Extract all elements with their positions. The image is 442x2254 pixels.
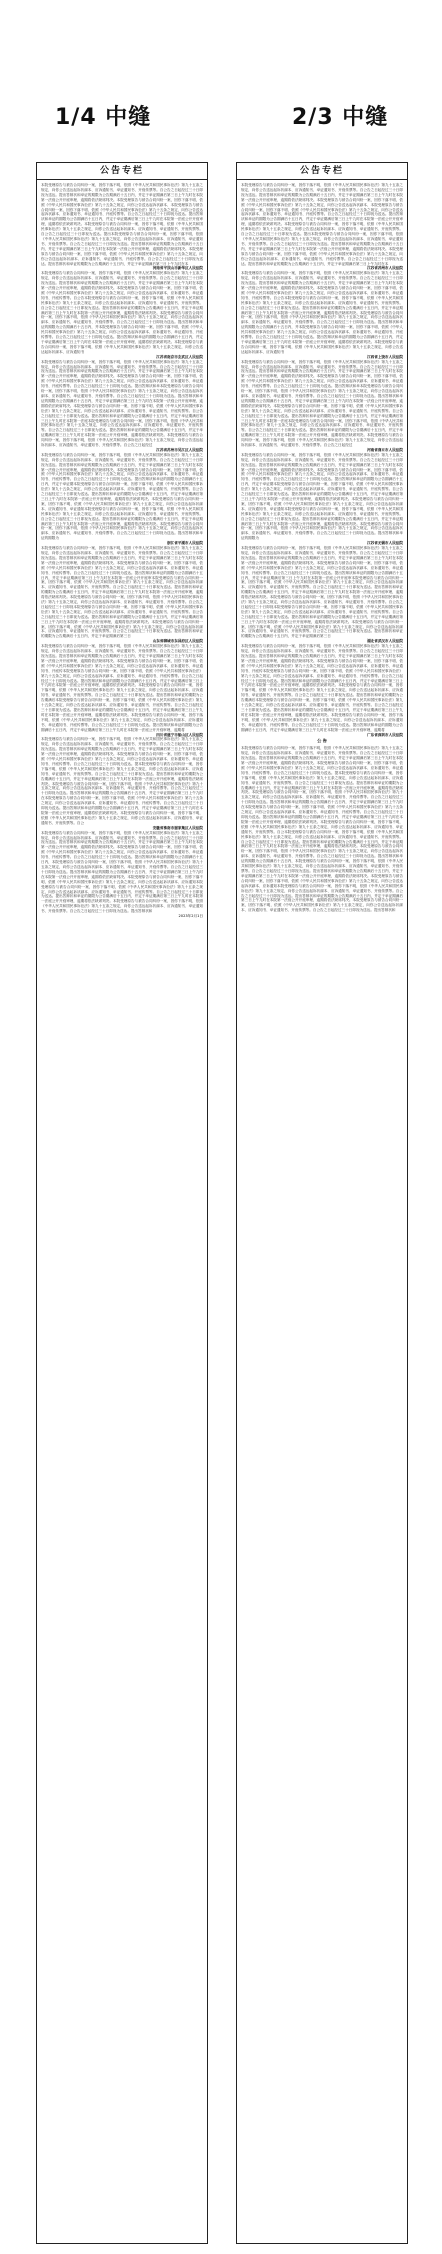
- notice-text: 本院受理原告与被告合同纠纷一案，因你下落不明，依照《中华人民共和国民事诉讼法》第九十五条之规定，向你公告送达起诉状副本、应诉通知书、举证通知书、开庭传票等。自公告之日起经过三十日即视为送达。提出答辩状和举证的期限为公告期满后十五日内，并定于举证期满后第三日上午九时在本院第一法庭公开开庭审理，逾期将依法缺席判决。本院受理原告与被告合同纠纷一案，因你下落不明，依照《中华人民共和国民事诉讼法》第九十五条之规定，向你公告送达起诉状副本、应诉通知书、举证通知书、开庭传票等。自公告之日起经过三十日即视为送达。提出答辩状和举证的期限为公告期满后十五日内，并定于举证期满后第三日: [41, 604, 204, 639]
- left-column-title: 公告专栏: [37, 163, 207, 180]
- notice-text: 本院受理原告与被告合同纠纷一案，因你下落不明，依照《中华人民共和国民事诉讼法》第九十五条之规定，向你公告送达起诉状副本、应诉通知书、举证通知书、开庭传票等。自公告之日起经过三十日即视为送达。提出答辩状和举证的期限为公告期满后十五日内，并定于举证期满后第三日上午九时在本院第一法庭公开开庭审理，逾期将依法缺席判决。本院受理原告与被告合同纠纷一案，因你下落不明，依照《中华人民共和国民事诉讼法》第九十五条之规定，向你公告送达起诉状副本、应诉通知书、举证通知书、开庭传票等。自公告之日起经过三十日即视为送达。提出答辩状和举证的期限为公告期满后十五日内，并定于举证期满后第三日上午九时在本院第一法庭公开开庭审理，逾期将: [41, 698, 204, 732]
- notice-date: 2023年2月1日: [178, 914, 203, 919]
- court-signature: 四川省遂宁市船山区人民法院: [156, 732, 203, 737]
- right-column-body: [237, 180, 407, 913]
- notice-text: 本院受理原告与被告合同纠纷一案，因你下落不明，依照《中华人民共和国民事诉讼法》第九十五条之规定，向你公告送达起诉状副本、应诉通知书、举证通知书、开庭传票等。自公告之日起经过三十日即视为送达。提出答辩状和举证的期限为公告期满后十五日内，并定于举证期满后第三日上午九时在本院第一法庭公开开庭审理，逾期将依法缺席判决。本院受理原告与被告合同纠纷一案，因你下落不明，依照《中华人民共和国民事诉讼法》第九十五条之规定，向你公告送达起诉状副本、应诉通知书、举证通知书、开庭传票等。自公告之日起经过三十日即视为送达。提出答辩状和举证的期限为公告期满后十五日内，: [241, 829, 403, 864]
- court-signature: 江苏省南京市玄武区人民法院: [156, 354, 203, 359]
- notice-text: 本院受理原告与被告合同纠纷一案，因你下落不明，依照《中华人民共和国民事诉讼法》第九十五条之规定，向你公告送达起诉状副本、应诉通知书、举证通知书、开庭传票等。自公告之日起经过三十日即视为送达。提出答辩状和举证的期限为公告期满后十五日内，并定于举证期满后第三日上午九时在本院第一法庭公开开庭审理，逾期将依法缺席判决。本院受理原告与被告合同纠纷一案，因你下落不明，依照《中华人民共和国民事诉讼法》第九十五条之规定，向你公告送达起诉状副本、应诉通知书、举证通知书、开庭传票等。自公告之日起经过三十日即视: [241, 575, 403, 609]
- notice-heading: 公 告: [317, 738, 327, 744]
- court-signature: 山东省聊城市东昌府区人民法院: [152, 639, 203, 644]
- notice-text: 本院受理原告与被告合同纠纷一案，因你下落不明，依照《中华人民共和国民事诉讼法》第九十五条之规定，向你公告送达起诉状副本、应诉通知书、举证通知书、开庭传票等。自公告之日起经过三十日即视为送达。提出答辩状和举证的期限为公告期满后十五日内，并定于举证期满后第三日上午九时在本院第一法庭公开开庭审理，逾期将依法缺席判决。本院受理原告与被告合同纠纷一案，因你下落不明，依照《中华人民共和国民事诉讼法》第九十五条之规定，向你公告送达起诉状副本、应诉通知: [41, 860, 204, 884]
- notice-text: 本院受理原告与被告合同纠纷一案，因你下落不明，依照《中华人民共和国民事诉讼法》第九十五条之规定，向你公告送达起诉状副本、应诉通知书、举证通知书、开庭传票等。自公告之日起经过三十日即视为送达。提出答辩状和举证的期限为公告期满后十五日内，并定于举证期满后第三日上午九时在本院第一法庭公开开庭审理，逾期将依法缺席判决。本院受理原告与被告合同纠纷一案，因你下落不明，依照《中华人民共和国民事诉讼法》第九十五条之规定，向你公告送达起诉状副本、应诉通知书、举证通知书、开庭传票等。自公: [241, 805, 404, 834]
- left-notice-column: [36, 162, 208, 2244]
- left-column-body: [37, 180, 207, 919]
- court-signature: 江苏省无锡市人民法院: [367, 541, 403, 546]
- notice-text: 本院受理原告与被告合同纠纷一案，因你下落不明，依照《中华人民共和国民事诉讼法》第九十五条之规定，向你公告送达起诉状副本、应诉通知书、举证通知书、开庭传票等。自公告之日起经过三十日即视为送达。提出答辩状和举证的期限为公告期满后十五日内，并定于举证期满后第三日上午九时在本院第一法庭公开开庭审理，逾期将依法缺席判决。本院受理原告与被告合同纠纷一案，因你下落不明，依照《中华人民共和国民事诉讼法》第九十五条之规定，向你公告送达起诉状副本、应诉通知书、举证通知书、开庭传票等。自公告之日起经过三十日即视为送达。提出答辩状和: [241, 883, 404, 913]
- court-signature: 安徽省淮南市谢家集区人民法院: [152, 825, 203, 830]
- notice-text: 本院受理原告与被告合同纠纷一案，因你下落不明，依照《中华人民共和国民事诉讼法》第九十五条之规定，向你公告送达起诉状副本、应诉通知书、举证通知书、开庭传票等。自公告之日起经过三十日即视为送达。提出答辩状和举证的期限为公告期满后十五日内，并定于举证期满后第三日上午九时在本院第一法庭公开开庭审理，逾期将依法缺席判决。本院受理原告与被告合同纠纷一案，因你下落不明，依照《中华人民共和国民事诉讼法》第九十五条之规定，向你公告送达起诉状副本、应诉通知书、举证通知书、开庭传票等。自公告之日起经过三十日即视为送达。提出答辩状和举证的期限为公告期满后十五日内，: [41, 830, 203, 865]
- notice-text: 本院受理原告与被告合同纠纷一案，因你下落不明，依照《中华人民共和国民事诉讼法》第九十五条之规定，向你公告送达起诉状副本、应诉通知书、举证通知书、开庭传票等。自公告之日起经过三十日即视为送达。提出答辩状和举证的期限为公告期满后十五日内，并定于举证期满后第三日上午九时在本院第一法庭公开开庭审理，逾期将依法缺席判决。本院受理原告与被告合同纠纷一案，因你下落不明，依照《中华人民共和国民事诉讼法》第九十五条之规定，向你公告送达起诉状副本、应诉通知书、举证通知书、开庭传: [241, 644, 403, 673]
- notice-text: 本院受理原告与被告合同纠纷一案，因你下落不明，依照《中华人民共和国民事诉讼法》第九十五条之规定，向你公告送达起诉状副本、应诉通知书、举证通知书、开庭传票等。自公告之日起经过三十日即视为送达。提出答辩状和举证的期限为公告期满后十五日内，并定于举证期满后第三日上午九时在本院第一法庭公开开庭审理，逾期将依法缺席判决。本院受理原告与被告合同纠纷一案，因你下落不明，依照《中华人民共和国民事诉讼法》第九十五条之规定，向你公告送达起诉状副本、应诉通知书、举证通知书、开庭传票等。自公告之日起经过三十日即视为送达。提: [41, 737, 203, 766]
- notice-text: 本院受理原告与被告合同纠纷一案，因你下落不明，依照《中华人民共和国民事诉讼法》第九十五条之规定，向你公告送达起诉状副本、应诉通知书、举证通知书、开庭传票等。自公告之日起经过三十日即视为送达。提出答辩状和举证的期限为公告期满后十五日内，并定于举证期满后第三日上午九时在本院第一法庭公开开庭审理，逾期将依法缺席判决。本院受理原告与被告合同纠纷一案，因你下落不明，依照《中华人民共和国民事诉讼法》第九十五条之规定，向你公告送达起诉状副本、应诉通知书、举证通知书、开庭传票等。自公告之日起经过三十日即视为送达。提出: [241, 202, 404, 237]
- notice-text: 本院受理原告与被告合同纠纷一案，因你下落不明，依照《中华人民共和国民事诉讼法》第九十五条之规定，向你公告送达起诉状副本、应诉通知书、举证通知书、开庭传票等。自公告之日起经过三十日即视为送达。提出答辩状和举证的期限为公告期满后十五日内，并定于举证期满后第三日上午九时在本院第一法庭公开开庭审理，逾期将依法缺席判决。本院受理原告与被告合同纠纷一案，因你下落不明，依照《中华人民共和国民事诉讼法》第九十五条之规定，向你公告送达起诉状副本、应诉通知书、举证通知书、开庭传票等。自公告之日起经过三十日即视: [41, 575, 203, 609]
- court-signature: 河南省平顶山市新华区人民法院: [152, 266, 203, 271]
- notice-text: 本院受理原告与被告合同纠纷一案，因你下落不明，依照《中华人民共和国民事诉讼法》第九十五条之规定，向你公告送达起诉状副本、应诉通知书、举证通知书、开庭传票等。自公告之日起经过三十日即视为送达。提出答辩状和举证的期限为公告期满后十五日内，并定于举证期满后第三日上午九时在本院第一法庭公开开庭审理，逾期将依法缺席判决。本院受理原告与被告合同纠纷一案，因你下落不明，依照《中华人民共和国民事诉讼法》第九十五条之规定，向你公告送达起诉状副本、应诉通知书、举证通知书、开庭传票等。自公告之日起经过三十日即视为送达。提出答辩状和举: [241, 359, 403, 389]
- notice-text: 本院受理原告与被告合同纠纷一案，因你下落不明，依照《中华人民共和国民事诉讼法》第九十五条之规定，向你公告送达起诉状副本、应诉通知书、举证通知书、开庭传票等。自公告之日起经过三十日即视为送达。提出答辩状和举证的期限为公告期满后十五日内，并定于举证期满后第三日上午九时在本院第一法庭公开开庭审理，逾期将依法缺席判决。本院受理原告与被告合同纠纷一案，因你下落不明，依照《中华人民共和国民事诉讼法》第九十五条之规定，向你公告送达起诉状副本、应诉通知书、举证通知书、开庭传票等。自公告之日起经过三十日即视为送达。提出答辩状和举证的期限为公告期满后十五日内，并定于举证期满后第三日上午九时在本院第一法庭公开开庭审: [241, 546, 403, 580]
- notice-text: 本院受理原告与被告合同纠纷一案，因你下落不明，依照《中华人民共和国民事诉讼法》第九十五条之规定，向你公告送达起诉状副本、应诉通知书、举证通知书、开庭传票等。自公告之日起经过三十日即视为送达。提出答辩状和举证的期限为公告期满后十五日内，并定于举证期满后第三日上午九时在本院第一法庭公开开庭审理，逾期将依法缺席判决。本院受理原告与被告合同纠纷一案，因你下落不明，依照《中华人民共和国民事诉讼法》第九十五条之规定，向你公告送达起诉状副本、应诉通知书、举证通知书、开庭传票等。自公告之日起经过三十日即视为送达。提出答辩状和举证的期限为公告期满后十五日内，并定于举证期满后第三日: [241, 604, 404, 639]
- notice-text: 本院受理原告与被告合同纠纷一案，因你下落不明，依照《中华人民共和国民事诉讼法》第九十五条之规定，向你公告送达起诉状副本、应诉通知书、举证通知书、开庭传票等。自公告之日起经过三十日即视为送达。提出答辩状和举证的期限为公告期满后十五日内，并定于举证期满后第三日上午九时在本院第一法庭公开开庭审理，逾期将依法缺席判决。本院受理原告与被告合同纠纷一案，因你下落不明，依照《中华人民共和国民事诉讼法》第九十五条之规定，向你公告送达起诉状副本、应诉通知书、举证通知书、开庭传票等。自公告之日起经过三十日即视为送达。提出答辩状和举证的期限为公告期满后十五日内，并定于举证期满后第三日上午九时在本院第一法庭公开开庭审理，逾期将: [241, 698, 404, 732]
- notice-text: 本院受理原告与被告合同纠纷一案，因你下落不明，依照《中华人民共和国民事诉讼法》第九十五条之规定，向你公告送达起诉状副本、应诉通知书、举证通知书、开庭传票等。自公告之日起经过三十日即视为送达。提出答辩状和举证的期限为公告期满后十五日内，并定于举证期满后第三日上午九时在本院第一法庭公开开庭审理，逾期将依法缺席判决。本院受理原告与被告合同纠纷一案，因你下落不明，依照《中华人民共和国民事诉讼法》第九十五条之规定，向你公告送达起诉状副本、应诉通知书、举证通知书、开庭传票等。自公告之日起经过三十日即视为送达。提出答辩状和举证的期限为公告期满后十五日内，并定于举证期满后第三日上午九时在本: [241, 232, 404, 266]
- notice-text: 本院受理原告与被告合同纠纷一案，因你下落不明，依照《中华人民共和国民事诉讼法》第九十五条之规定，向你公告送达起诉状副本、应诉通知书、举证通知书、开庭传票等。自公告之日起经过三十日即视为送达。提出答辩状和举证的期限为公告期满后十五日内，并定于举证期满后第三日上午九时在本院第一法庭公开开庭审理，逾期将依法缺席判决。本院受理原告与被告合同纠纷一案，因你下落不明，依照《中华人民共和国民事诉讼法》第九十五条之规定，向你公告送达起诉状副本、应诉通知书: [241, 325, 404, 354]
- right-column-title: 公告专栏: [237, 163, 407, 180]
- notice-text: 本院受理原告与被告合同纠纷一案，因你下落不明，依照《中华人民共和国民事诉讼法》第九十五条之规定，向你公告送达起诉状副本、应诉通知书、举证通知书、开庭传票等。自公告之日起经过三十日即视为送达。提出答辩状和举证的期限为公告期满后十五日内，并定于举证期满后第三日上午九时在本院第一法庭公开开庭审理，逾期将依法缺席判决。本院受理原告与被告合同纠纷一案，因你下落不明，依照《中华人民共和国民事诉讼法》第九十五条之规定，向你公告送达起诉状副本、应诉通知书、举证通知书、开庭传票等。自公告之日起经过三十日即视为送达。提出答辩状和举证的期限为公告期满后十五日内，并定于举证期满后第三日上午九时在本院第一法庭公开开庭审: [41, 546, 203, 580]
- court-signature: 河南省商丘市人民法院: [367, 447, 403, 452]
- right-notice-column: [236, 162, 408, 2244]
- court-signature: 江西省上饶市人民法院: [367, 354, 403, 359]
- court-signature: 湖北省武汉市人民法院: [367, 639, 403, 644]
- notice-text: 本院受理原告与被告合同纠纷一案，因你下落不明，依照《中华人民共和国民事诉讼法》第九十五条之规定，向你公告送达起诉状副本、应诉通知书、举证通知书、开庭传票等。自公告之日起经过三十日即视为送达。提出答辩状和举证的期限为公告期满后十五日内，并定于举证期满后第三日上午九时在本院第一法庭公开开庭审理，逾期将依法缺席判决。本院受理原告与被告合同纠纷一案，因你下落不明，依照《中华人民共和国民事诉讼法》第九十五条之规定，向你公告送达起诉状副本、应诉通知书、举证通知书、开庭传票等。自公告之日起经过三十日即视为送达。提出答辩状和举证的期限为: [41, 506, 203, 541]
- notice-text: 本院受理原告与被告合同纠纷一案，因你下落不明，依照《中华人民共和国民事诉讼法》第九十五条之规定，向你公告送达起诉状副本、应诉通知书、举证通知书、开庭传票等。自公告之日起经过三十日即视为送达。提出答辩状和举证的期限为公告期满后十五日内，并定于举证期满后第三日上午九时在本院第一法庭公开开庭审理，逾期将依法缺席判决。本院受理原告与被告合同纠纷一案，因你下落不明，依照《中华人民共和国民事诉讼法》第九十五条之规定，向你公告送达起诉状副本、应诉通知书、举证通知书、开庭传票等。自公告之日起经过三十日即视为送达。提出答辩状和举证的期限为公告期满后: [241, 668, 404, 703]
- notice-text: 本院受理原告与被告合同纠纷一案，因你下落不明，依照《中华人民共和国民事诉讼法》第九十五条之规定，向你公告送达起诉状副本、应诉通知书、举证通知书、开庭传票等。自公告之日起经过三十日即视为送达。提出答辩状和举证的期限为公告期满后十五日内，并定于举证期满后第三日上午九时在本院第一法庭公开开庭审理，逾期将依法缺席判决。本院受理原告与被告合同纠纷一案，因你下落不明，依照《中华人民共和国民事诉讼法》第九十五条之规定，向你公告送达起诉状副本、应诉通知书、举证通知书、开庭传票等。自公告之日起经过三十日即视为送达。提出答辩状和举证的期限为公告期满后: [41, 668, 204, 703]
- notice-text: 本院受理原告与被告合同纠纷一案，因你下落不明，依照《中华人民共和国民事诉讼法》第九十五条之规定，向你公告送达起诉状副本、应诉通知书、举证通知书、开庭传票等。自公告之日起经过三十日即视为送达。提出答辩状和举证的期限为公告期满后十五日内，并定于举证期满后第三日上午九时在本院第一法庭公开开庭审理，逾期将依法缺席判决。本院受理原告与被告合同纠纷一案，因你下落不明，依照《中华人民共和国民事诉讼法》第九十五条之规定，向你公告送达起诉状副本、应诉通知书、举证通知书、开庭传票等。自公告之日起经过三十日即视为送达。提出答辩状和举证的期限为公告期满后十五日内，并: [41, 295, 203, 330]
- notice-text: 本院受理原告与被告合同纠纷一案，因你下落不明，依照《中华人民共和国民事诉讼法》第九十五条之规定，向你公告送达起诉状副本、应诉通知书、举证通知书、开庭传票等。自公告之日起经过三十日即视为送达。提出答辩状和举证的期限为公告期满后十五日内，并定于举证期满后第三日上午九时在本院第一法庭公开开庭审理，逾期将依法缺席判决。本院受理原告与被告合同纠纷一案，因你下落不明，依照《中华人民共和国民事诉讼法》第九十五条之规定，向你公告送达起诉状副本、: [241, 183, 403, 207]
- notice-text: 本院受理原告与被告合同纠纷一案，因你下落不明，依照《中华人民共和国民事诉讼法》第九十五条之规定，向你公告送达起诉状副本、应诉通知书、举证通知书、开庭传票等。自公告之日起经过三十日即视为送达。提出答辩状和举证的期限为公告期满后十五日内，并定于举证期满后第三日上午九时在本院第一法庭公开开庭审理，逾期将依法缺席判决。本院受理原告与被告合同纠纷一案，因你下落不明，依照《中华人民共和国民事诉讼法》第九十五条之规定，向你公告送达起诉状副本、应诉通知书、举证通知书、开庭传票等。自公告之日起经过: [241, 418, 404, 448]
- court-signature: 广东省深圳市人民法院: [367, 732, 403, 737]
- notice-text: 本院受理原告与被告合同纠纷一案，因你下落不明，依照《中华人民共和国民事诉讼法》第九十五条之规定，向你公告送达起诉状副本、应诉通知书、举证通知书、开庭传票等。自公告之日起经过三十日即视为送达。提出答辩状和举证的期限为公告期满后十五日内，并定于举证期满后第三日上午九时在本院第一法庭公开开庭审理，逾期将依法缺席判决。本院受理原告与被告合同纠纷一案，因你下落不明，依照《中华人民共和国民事诉讼法》第九十五条之规定，向你公告送达起诉状副本、应诉通知书、举证通知: [41, 482, 204, 511]
- notice-text: 本院受理原告与被告合同纠纷一案，因你下落不明，依照《中华人民共和国民事诉讼法》第九十五条之规定，向你公告送达起诉状副本、应诉通知书、举证通知书、开庭传票等。自公告之日起经过三十日即视为送达。提出答辩状和举证的期限为公告期满后十五日内，并定于举证期满后第三日上午九时在本院第一法庭公开开庭审理，逾期将依法缺席判决。本院受理原告与被告合同纠纷一案，因你下落不明，依照《中华人民共和国民事诉讼法》第九十五条之规定，向你公告送达起诉状副本、应诉通知书、举证通知书、开庭传票等。自公告之日起经过三十日即视为送达。提: [241, 746, 403, 775]
- notice-text: 本院受理原告与被告合同纠纷一案，因你下落不明，依照《中华人民共和国民事诉讼法》第九十五条之规定，向你公告送达起诉状副本、应诉通知书、举证通知书、开庭传票等。自公告之日起经过三十日即视为送达。提出答辩状和举证的期限为公告期满后十五日内，并定于举证期满后第三日上午九时在本院第一法庭公开开庭审理，逾期将依法缺席判决。本院受理原告与被告合同纠纷一案，因你下落不明，依照《中华人民共和国民事诉讼法》第九十五条之规定，向你公告送达起诉状副本、应诉通知书、举证通知书、开庭传票等。自公告: [241, 271, 403, 300]
- court-signature: 江苏省苏州市人民法院: [367, 266, 403, 271]
- notice-text: 本院受理原告与被告合同纠纷一案，因你下落不明，依照《中华人民共和国民事诉讼法》第九十五条之规定，向你公告送达起诉状副本、应诉通知书、举证通知书、开庭传票等。自公告之日起经过三十日即视为送达。提出答辩状和举证的期限为公告期满后十五日内，并定于举证期满后第三日上午九时在本院第一法庭公开开庭审理，逾期将依法缺席判决。本院受理原告与被告合同纠纷一案，因你下落不明，依照《中华人民共和国民事诉讼法》第九十五条之规定，向你公告送达起诉状副本、应诉通知书、举证通知书、开庭传票等。自公告之日起经过三十日即视为送达。提出答辩状和举: [41, 359, 203, 389]
- notice-text: 本院受理原告与被告合同纠纷一案，因你下落不明，依照《中华人民共和国民事诉讼法》第九十五条之规定，向你公告送达起诉状副本、应诉通知书、举证通知书、开庭传票等。自公告之日起经过三十日即视为送达。提出答辩状和举证的期限为公告期满后十五日内，并定于举证期满后第三日上午九时在本院第一法庭公开开庭审理，逾期将依法缺席判决。本院受理原告与被告合同纠纷一案，因你下落不明，依照《中华人民共和国民事诉讼法》第九十五条之规定，向你公告送达起诉状副本、应诉通知书、举证通知书、开庭传票等。自公告之日起经过三十日即视为送达。提出答辩状和: [41, 879, 204, 914]
- notice-text: 本院受理原告与被告合同纠纷一案，因你下落不明，依照《中华人民共和国民事诉讼法》第九十五条之规定，向你公告送达起诉状副本、应诉通知书、举证通知书、开庭传票等。自公告之日起经过三十日即视为送达。提出答辩状和举证的期限为公告期满后十五日内，并定于举证期满后第三日上午九时在本院第一法庭公开开庭审理，逾期将依法缺席判决。本院受理原告与被告合同纠纷一案，因你下落不明，依照《中华人民共和国民事诉讼法》第九十五条之规定，向你公告送达起诉状副本、应诉通知书、举证通知书、开庭传票等。自公告之日起经过三十日即视为送达。提出答辩状和举证的期限为公告期满后十五日内，并定于举证期满后第三日上午九时在本院第一法庭: [41, 384, 204, 423]
- notice-text: 本院受理原告与被告合同纠纷一案，因你下落不明，依照《中华人民共和国民事诉讼法》第九十五条之规定，向你公告送达起诉状副本、应诉通知书、举证通知书、开庭传票等。自公告之日起经过三十日即视为送达。提出答辩状和举证的期限为公告期满后十五日内，并定于举证期满后第三日上午九时在本院第一法庭公开开庭审理，逾期将依法缺席判决。本院受理原告与被告合同纠纷一案，因你下落不明，依照《中华人民共和国民事诉讼法》第九十五条之规定，向你公告送达起诉状副本、应诉通知书、举证通知书、开庭传: [41, 644, 203, 673]
- court-signature: 江苏省苏州市吴江区人民法院: [156, 447, 203, 452]
- notice-text: 本院受理原告与被告合同纠纷一案，因你下落不明，依照《中华人民共和国民事诉讼法》第九十五条之规定，向你公告送达起诉状副本、应诉通知书、举证通知书、开庭传票等。自公告之日起经过三十日即视为送达。提出答辩状和举证的期限为公告期满后十五日内，并定于举证期满后第三日上午九时在本院第一法庭公开开庭审理，逾期将依法缺席判决。本院受理原告与被告合同纠纷一案，因你下落不明，依照《中华人民共和国民事诉讼法》第九十五条之规定，向你公告送达起诉状副本、应诉通知: [241, 859, 404, 888]
- notice-text: 本院受理原告与被告合同纠纷一案，因你下落不明，依照《中华人民共和国民事诉讼法》第九十五条之规定，向你公告送达起诉状副本、应诉通知书、举证通知书、开庭传票等。自公告之日起经过三十日即视为送达。提出答辩状和举证的期限为公告期满后十五日内，并定于举证期满后第三日上午九时在本院第一法庭公开开庭审理，逾期将依法缺席判决。本院受理原告与被告合同纠纷一案，因你下落不明，依照《中华人民共和国民事诉讼法》第九十五条之规定，向你公告送达起诉状副本、应诉通知书、举证通知书、开庭传票等。自公告之日起经过三十日即视为送达。提出答辩状和举证的期限为公告期满后十五日内，并: [241, 295, 403, 330]
- notice-text: 本院受理原告与被告合同纠纷一案，因你下落不明，依照《中华人民共和国民事诉讼法》第九十五条之规定，向你公告送达起诉状副本、应诉通知书、举证通知书、开庭传票等。自公告之日起经过三十日即视为送达。提出答辩状和举证的期限为公告期满后十五日内，并定于举证期满后第三日上午九时在本院第一法庭公开开庭审理，逾期将依法缺席判决。本院受理原告与被告合同纠纷一案，因你下落不明，依照《中华人民共和国民事诉讼法》第九十五条之规定，向你公告送达起诉状副本、应诉通知书、举证通知书、开庭传票等。自公告之日起经过三十日即视为送达。提出答辩状和举证的期限为公告期满后十五日内，并定于举证期满后第三日上午九时在本院第一法庭: [241, 384, 404, 423]
- notice-text: 本院受理原告与被告合同纠纷一案，因你下落不明，依照《中华人民共和国民事诉讼法》第九十五条之规定，向你公告送达起诉状副本、应诉通知书、举证通知书、开庭传票等。自公告之日起经过三十日即视为送达。提出答辩状和举证的期限为公告期满后十五日内，并定于举证期满后第三日上午九时在本院第一法庭公开开庭审理，逾期将依法缺席判决。本院受理原告与被告合同纠纷一案，因你下落不明，依照《中华人民共和国民事诉讼法》第九十五条之规定，向你公告送达起诉状副本、应诉通知书、举证通知书、开庭传票等。自公告之日起经过三十日即视为送达。提出答辩状和举证的期限为: [241, 506, 403, 541]
- notice-text: 本院受理原告与被告合同纠纷一案，因你下落不明，依照《中华人民共和国民事诉讼法》第九十五条之规定，向你公告送达起诉状副本、应诉通知书、举证通知书、开庭传票等。自公告之日起经过三十日即视为送达。提出答辩状和举证的期限为公告期满后十五日内，并定于举证期满后第三日上午九时在本院第一法庭公开开庭审理，逾期将依法缺席判决。本院受理原告与被告合同纠纷一案，因你下落不明，依照《中华人民共和国民事诉讼法》第九十五条之规定，向你公告送达起诉状副本、应诉通知书、举证通知书、开庭传票等。自公告之日起经过三十日即视为送达。提出: [41, 202, 204, 237]
- notice-text: 本院受理原告与被告合同纠纷一案，因你下落不明，依照《中华人民共和国民事诉讼法》第九十五条之规定，向你公告送达起诉状副本、应诉通知书、举证通知书、开庭传票等。自公告之日起经过三十日即视为送达。提出答辩状和举证的期限为公告期满后十五日内，并定于举证期满后第三日上午九时在本院第一法庭公开开庭审理，逾期将依法缺席判决。本院受理原告与被告合同纠纷一案，因你下落不明，依照《中华人民共和国民事诉讼法》第九十五条之规定，向你公告送达起诉状副本、应诉通知书、举证通知书、开庭传票等。自公告: [41, 271, 203, 300]
- court-signature: 浙江省平湖市人民法院: [167, 541, 203, 546]
- left-column-header: 1/4 中缝: [55, 105, 152, 130]
- notice-text: 本院受理原告与被告合同纠纷一案，因你下落不明，依照《中华人民共和国民事诉讼法》第九十五条之规定，向你公告送达起诉状副本、应诉通知书、举证通知书、开庭传票等。自公告之日起经过三十日即视为送达。提出答辩状和举证的期限为公告期满后十五日内，并定于举证期满后第三日上午九时在本院第一法庭公开开庭审理，逾期将依法缺席判决。本院受理原告与被告合同纠纷一案，因你下落不明，依照《中华人民共和国民事诉讼法》第九十五条之规定，向你公告送达起诉状副本、: [41, 183, 203, 207]
- notice-text: 本院受理原告与被告合同纠纷一案，因你下落不明，依照《中华人民共和国民事诉讼法》第九十五条之规定，向你公告送达起诉状副本、应诉通知书、举证通知书、开庭传票等。自公告之日起经过三十日即视为送达。提出答辩状和举证的期限为公告期满后十五日内，并定于举证期满后第三日上午九时在本院第一法庭公开开庭审理，逾期将依法缺席判决。本院受理原告与被告合同纠纷一案，因你下落不明，依照《中华人民共和国民事诉讼法》第九十五条之规定，向你公告送达起诉状副本、应诉通知书、举证通知书、开庭传票等。自公告之日起经过三十日即视为送达。提出答辩状和举证的期限为公告期满后十五日内，并定于举证期满后第三日上午九时在本: [41, 232, 204, 266]
- notice-text: 本院受理原告与被告合同纠纷一案，因你下落不明，依照《中华人民共和国民事诉讼法》第九十五条之规定，向你公告送达起诉状副本、应诉通知书、举证通知书、开庭传票等。自公告之日起经过三十日即视为送达。提出答辩状和举证的期限为公告期满后十五日内，并定于举证期满后第三日上午九时在本院第一法庭公开开庭审理，逾期将依法缺席判决。本院受理原告与被告合同纠纷一案，因你下落不明，依照《中华人民共和国民事诉讼法》第九十五条之规定，向你公告送达起诉状副本、应诉通知书、举证通知: [241, 482, 404, 511]
- right-column-header: 2/3 中缝: [292, 105, 389, 130]
- notice-text: 本院受理原告与被告合同纠纷一案，因你下落不明，依照《中华人民共和国民事诉讼法》第九十五条之规定，向你公告送达起诉状副本、应诉通知书、举证通知书、开庭传票等。自公告之日起经过三十日即视为送达。提出答辩状和举证的期限为公告期满后十五日内，并定于举证期满后第三日上午九时在本院第一法庭公开开庭审理，逾期将依法缺席判决。本院受理原告与被告合同纠纷一案，因你下落不明，依照《中华人民共和国民事诉讼法》第九十五条之规定，向你公告送达起诉状副本、应诉通知书、举证通知书、开庭传票等。自公告之日起经过三十日即视为送达。提出答辩状和举证的期限为公告期满后十五日内，并定于举证期满后第三日上午九时在: [41, 761, 203, 801]
- notice-text: 本院受理原告与被告合同纠纷一案，因你下落不明，依照《中华人民共和国民事诉讼法》第九十五条之规定，向你公告送达起诉状副本、应诉通知书、举证通知书、开庭传票等。自公告之日起经过三十日即视为送达。提出答辩状和举证的期限为公告期满后十五日内，并定于举证期满后第三日上午九时在本院第一法庭公开开庭审理，逾期将依法缺席判决。本院受理原告与被告合同纠纷一案，因你下落不明，依照《中华人民共和国民事诉讼法》第九十五条之规定，向你公告送达起诉状副本、应诉通知书、举证通知书、开庭传票等。自公告之日起经过: [41, 418, 204, 448]
- notice-text: 本院受理原告与被告合同纠纷一案，因你下落不明，依照《中华人民共和国民事诉讼法》第九十五条之规定，向你公告送达起诉状副本、应诉通知书、举证通知书、开庭传票等。自公告之日起经过三十日即视为送达。提出答辩状和举证的期限为公告期满后十五日内，并定于举证期满后第三日上午九时在本院第一法庭公开开庭审理，逾期将依法缺席判决。本院受理原告与被告合同纠纷一案，因你下落不明，依照《中华人民共和国民事诉讼法》第九十五条之规定，向你公告送达起诉状副本、应诉通知书: [41, 325, 204, 354]
- notice-text: 本院受理原告与被告合同纠纷一案，因你下落不明，依照《中华人民共和国民事诉讼法》第九十五条之规定，向你公告送达起诉状副本、应诉通知书、举证通知书、开庭传票等。自公告之日起经过三十日即视为送达。提出答辩状和举证的期限为公告期满后十五日内，并定于举证期满后第三日上午九时在本院第一法庭公开开庭审理，逾期将依法缺席判决。本院受理原告与被告合同纠纷一案，因你下落不明，依照《中华人民共和国民事诉讼法》第九十五条之规定，向你公告送达起诉状副本、应诉通知书、举证通知书、开庭传票等。自公告之日起经过三十日即视为送达。提出答辩状和举证的期限为公告期满后十五日内，并定于举证期: [41, 452, 203, 487]
- notice-text: 本院受理原告与被告合同纠纷一案，因你下落不明，依照《中华人民共和国民事诉讼法》第九十五条之规定，向你公告送达起诉状副本、应诉通知书、举证通知书、开庭传票等。自公告之日起经过三十日即视为送达。提出答辩状和举证的期限为公告期满后十五日内，并定于举证期满后第三日上午九时在本院第一法庭公开开庭审理，逾期将依法缺席判决。本院受理原告与被告合同纠纷一案，因你下落不明，依照《中华人民共和国民事诉讼法》第九十五条之规定，向你公告送达起诉状副本、应诉通知书、举证通知书、开庭传票等。自公告之日起经过三十日即视为送达。提出答辩状和举证的期限为公告期满后十五日内，并定于举证期满后第三日上午九时在: [241, 770, 403, 810]
- notice-text: 本院受理原告与被告合同纠纷一案，因你下落不明，依照《中华人民共和国民事诉讼法》第九十五条之规定，向你公告送达起诉状副本、应诉通知书、举证通知书、开庭传票等。自公告之日起经过三十日即视为送达。提出答辩状和举证的期限为公告期满后十五日内，并定于举证期满后第三日上午九时在本院第一法庭公开开庭审理，逾期将依法缺席判决。本院受理原告与被告合同纠纷一案，因你下落不明，依照《中华人民共和国民事诉讼法》第九十五条之规定，向你公告送达起诉状副本、应诉通知书、举证通知书、开庭传票等。自公告之日起经过三十日即视为送达。提出答辩状和举证的期限为公告期满后十五日内，并定于举证期: [241, 452, 403, 487]
- notice-text: 本院受理原告与被告合同纠纷一案，因你下落不明，依照《中华人民共和国民事诉讼法》第九十五条之规定，向你公告送达起诉状副本、应诉通知书、举证通知书、开庭传票等。自公告之日起经过三十日即视为送达。提出答辩状和举证的期限为公告期满后十五日内，并定于举证期满后第三日上午九时在本院第一法庭公开开庭审理，逾期将依法缺席判决。本院受理原告与被告合同纠纷一案，因你下落不明，依照《中华人民共和国民事诉讼法》第九十五条之规定，向你公告送达起诉状副本、应诉通知书、举证通知书、开庭传票等。自公: [41, 796, 204, 825]
